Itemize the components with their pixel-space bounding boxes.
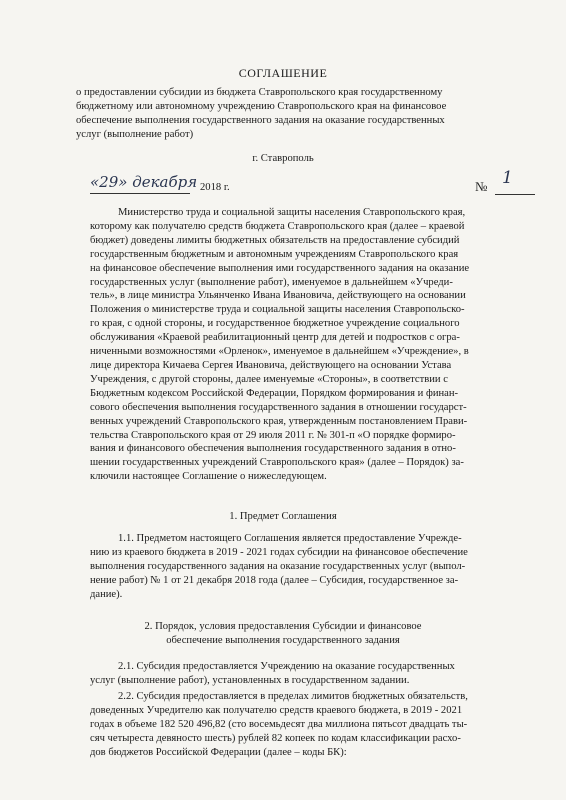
preamble-line: которому как получателю средств бюджета Ставропольского края (далее – краевой xyxy=(90,220,465,232)
document-subtitle xyxy=(76,86,536,142)
document-title: СОГЛАШЕНИЕ xyxy=(238,66,328,80)
section1-line: 1.1. Предметом настоящего Соглашения является предоставление Учрежде- xyxy=(118,533,462,544)
preamble-line: тель», в лице министра Ульянченко Ивана Ивановича, действующего на основании xyxy=(90,290,466,302)
section1-line: выполнения государственного задания на оказание государственных услуг (выпол- xyxy=(90,560,466,572)
preamble-line: бюджет) доведены лимиты бюджетных обязательств на предоставление субсидий xyxy=(90,234,460,246)
preamble-line: тельства Ставропольского края от 29 июля 2011 г. № 301-п «О порядке формиро- xyxy=(90,429,456,441)
preamble-line: сового обеспечения выполнения государственного задания в отношении государст- xyxy=(90,401,467,413)
paragraph-2-1-line: 2.1. Субсидия предоставляется Учреждению на оказание государственных xyxy=(118,661,455,672)
section1-line: нию из краевого бюджета в 2019 - 2021 годах субсидии на финансовое обеспечение xyxy=(90,546,468,558)
preamble-line: Положения о министерстве труда и социальной защиты населения Ставропольско- xyxy=(90,304,465,316)
number-underline xyxy=(495,194,535,195)
preamble-line: лице директора Кичаева Сергея Ивановича, действующего на основании Устава xyxy=(90,359,452,371)
paragraph-2-2-line: доведенных Учредителю как получателю средств краевого бюджета, в 2019 - 2021 xyxy=(90,704,463,716)
subtitle-line: о предоставлении субсидии из бюджета Ставропольского края государственному xyxy=(76,87,443,98)
section2-title-line: обеспечение выполнения государственного задания xyxy=(166,634,400,646)
city-label: г. Ставрополь xyxy=(252,153,314,164)
preamble-line: обслуживания «Краевой реабилитационный центр для детей и подростков с огра- xyxy=(90,332,460,344)
preamble-line: Учреждения, с другой стороны, далее именуемые «Стороны», в соответствии с xyxy=(90,373,448,385)
subtitle-line: услуг (выполнение работ) xyxy=(76,128,194,140)
preamble-line: ниченными возможностями «Орленок», именуемое в дальнейшем «Учреждение», в xyxy=(90,346,469,358)
date-number-row xyxy=(90,168,530,200)
section1-title: 1. Предмет Соглашения xyxy=(229,511,337,522)
section1-line: дание). xyxy=(90,588,123,600)
preamble-line: Бюджетным кодексом Российской Федерации, Порядком формирования и финан- xyxy=(90,387,459,399)
paragraph-2-1 xyxy=(90,660,536,688)
preamble-line: вания и финансового обеспечения выполнения государственного задания в отно- xyxy=(90,443,456,455)
section2-title xyxy=(0,620,566,648)
section1-paragraph xyxy=(90,532,536,602)
paragraph-2-2-line: сяч четыреста девяносто шесть) рублей 82 копеек по кодам классификации расхо- xyxy=(90,732,461,744)
handwritten-date: «29» декабря xyxy=(90,173,198,191)
paragraph-2-2-line: 2.2. Субсидия предоставляется в пределах лимитов бюджетных обязательств, xyxy=(118,691,468,702)
subtitle-line: обеспечение выполнения государственного задания на оказание государственных xyxy=(76,114,445,126)
preamble-paragraph xyxy=(90,206,536,484)
paragraph-2-2 xyxy=(90,690,536,760)
preamble-line: государственным бюджетным и автономным учреждениям Ставропольского края xyxy=(90,248,459,260)
paragraph-2-1-line: услуг (выполнение работ), установленных в государственном задании. xyxy=(90,674,410,686)
preamble-line: шении государственных учреждений Ставропольского края» (далее – Порядок) за- xyxy=(90,457,464,469)
preamble-line: государственных услуг (выполнение работ), именуемое в дальнейшем «Учреди- xyxy=(90,276,453,288)
subtitle-line: бюджетному или автономному учреждению Ставропольского края на финансовое xyxy=(76,100,447,112)
section1-line: нение работ) № 1 от 21 декабря 2018 года (далее – Субсидия, государственное за- xyxy=(90,574,459,586)
preamble-line: на финансовое обеспечение выполнения ими государственного задания на оказание xyxy=(90,262,470,274)
handwritten-number: 1 xyxy=(502,168,513,188)
date-year: 2018 г. xyxy=(200,182,230,193)
section2-title-line: 2. Порядок, условия предоставления Субсидии и финансовое xyxy=(144,621,422,632)
preamble-line: Министерство труда и социальной защиты населения Ставропольского края, xyxy=(118,207,466,218)
paragraph-2-2-line: годах в объеме 182 520 496,82 (сто восемьдесят два миллиона пятьсот двадцать ты- xyxy=(90,718,468,730)
paragraph-2-2-line: дов бюджетов Российской Федерации (далее – коды БК): xyxy=(90,746,347,758)
preamble-line: венных учреждений Ставропольского края, утвержденным постановлением Прави- xyxy=(90,415,468,427)
preamble-line: го края, с одной стороны, и государственное бюджетное учреждение социального xyxy=(90,318,460,330)
number-label: № xyxy=(475,179,488,194)
preamble-line: ключили настоящее Соглашение о нижеследующем. xyxy=(90,471,327,483)
date-underline xyxy=(90,193,190,194)
